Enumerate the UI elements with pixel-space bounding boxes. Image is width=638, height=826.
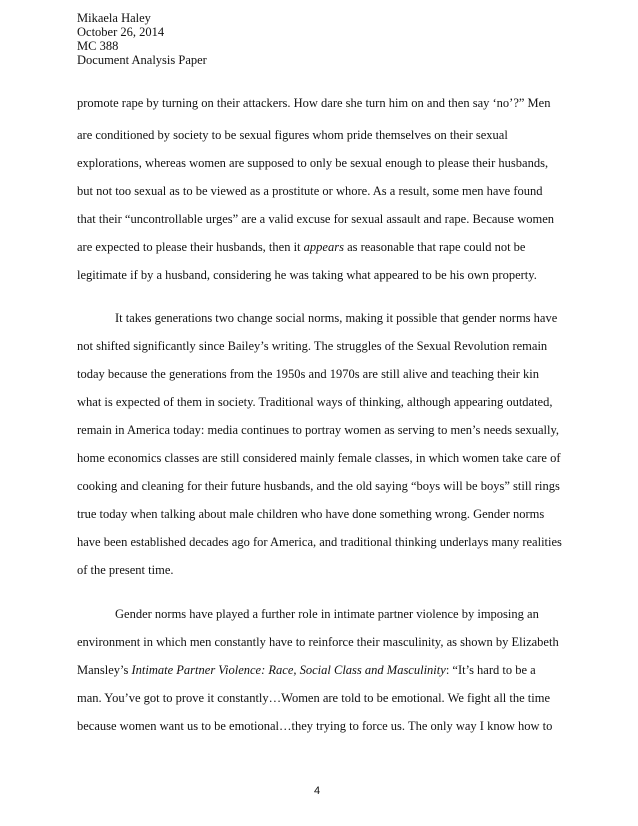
body-line: today because the generations from the 1950s and 1970s are still alive and teaching their kin [77,367,540,381]
body-line: legitimate if by a husband, considering he was taking what appeared to be his own property. [77,268,537,282]
body-line: because women want us to be emotional…they trying to force us. The only way I know how to [77,719,553,733]
body-line: not shifted significantly since Bailey’s writing. The struggles of the Sexual Revolution remain [77,339,548,353]
body-line: environment in which men constantly have to reinforce their masculinity, as shown by Elizabeth [77,635,559,649]
body-line: man. You’ve got to prove it constantly…Women are told to be emotional. We fight all the time [77,691,551,705]
body-line: cooking and cleaning for their future husbands, and the old saying “boys will be boys” still rings [77,479,560,493]
body-line: but not too sexual as to be viewed as a prostitute or whore. As a result, some men have found [77,184,543,198]
body-line: Mansley’s Intimate Partner Violence: Race, Social Class and Masculinity: “It’s hard to be a [77,663,536,677]
header-block [77,11,207,67]
paper-date: October 26, 2014 [77,25,165,39]
page-number: 4 [314,785,321,797]
body-line: remain in America today: media continues to portray women as serving to men’s needs sexually, [77,423,560,437]
body-line: are conditioned by society to be sexual figures whom pride themselves on their sexual [77,128,508,142]
body-line: true today when talking about male children who have done something wrong. Gender norms [77,507,545,521]
course-code: MC 388 [77,39,119,53]
body-line: explorations, whereas women are supposed to only be sexual enough to please their husbands, [77,156,549,170]
body-line: home economics classes are still considered mainly female classes, in which women take care of [77,451,561,465]
body-line: what is expected of them in society. Traditional ways of thinking, although appearing outdated, [77,395,553,409]
body-line: of the present time. [77,563,174,577]
body-line: are expected to please their husbands, then it appears as reasonable that rape could not be [77,240,526,254]
body-line: that their “uncontrollable urges” are a valid excuse for sexual assault and rape. Because women [77,212,555,226]
body-line: promote rape by turning on their attackers. How dare she turn him on and then say ‘no’?” Men [77,96,551,110]
assignment-title: Document Analysis Paper [77,53,207,67]
body-line: have been established decades ago for America, and traditional thinking underlays many realities [77,535,562,549]
paragraph-start-line: Gender norms have played a further role in intimate partner violence by imposing an [115,607,539,621]
paragraph-start-line: It takes generations two change social norms, making it possible that gender norms have [115,311,558,325]
author-name: Mikaela Haley [77,11,151,25]
